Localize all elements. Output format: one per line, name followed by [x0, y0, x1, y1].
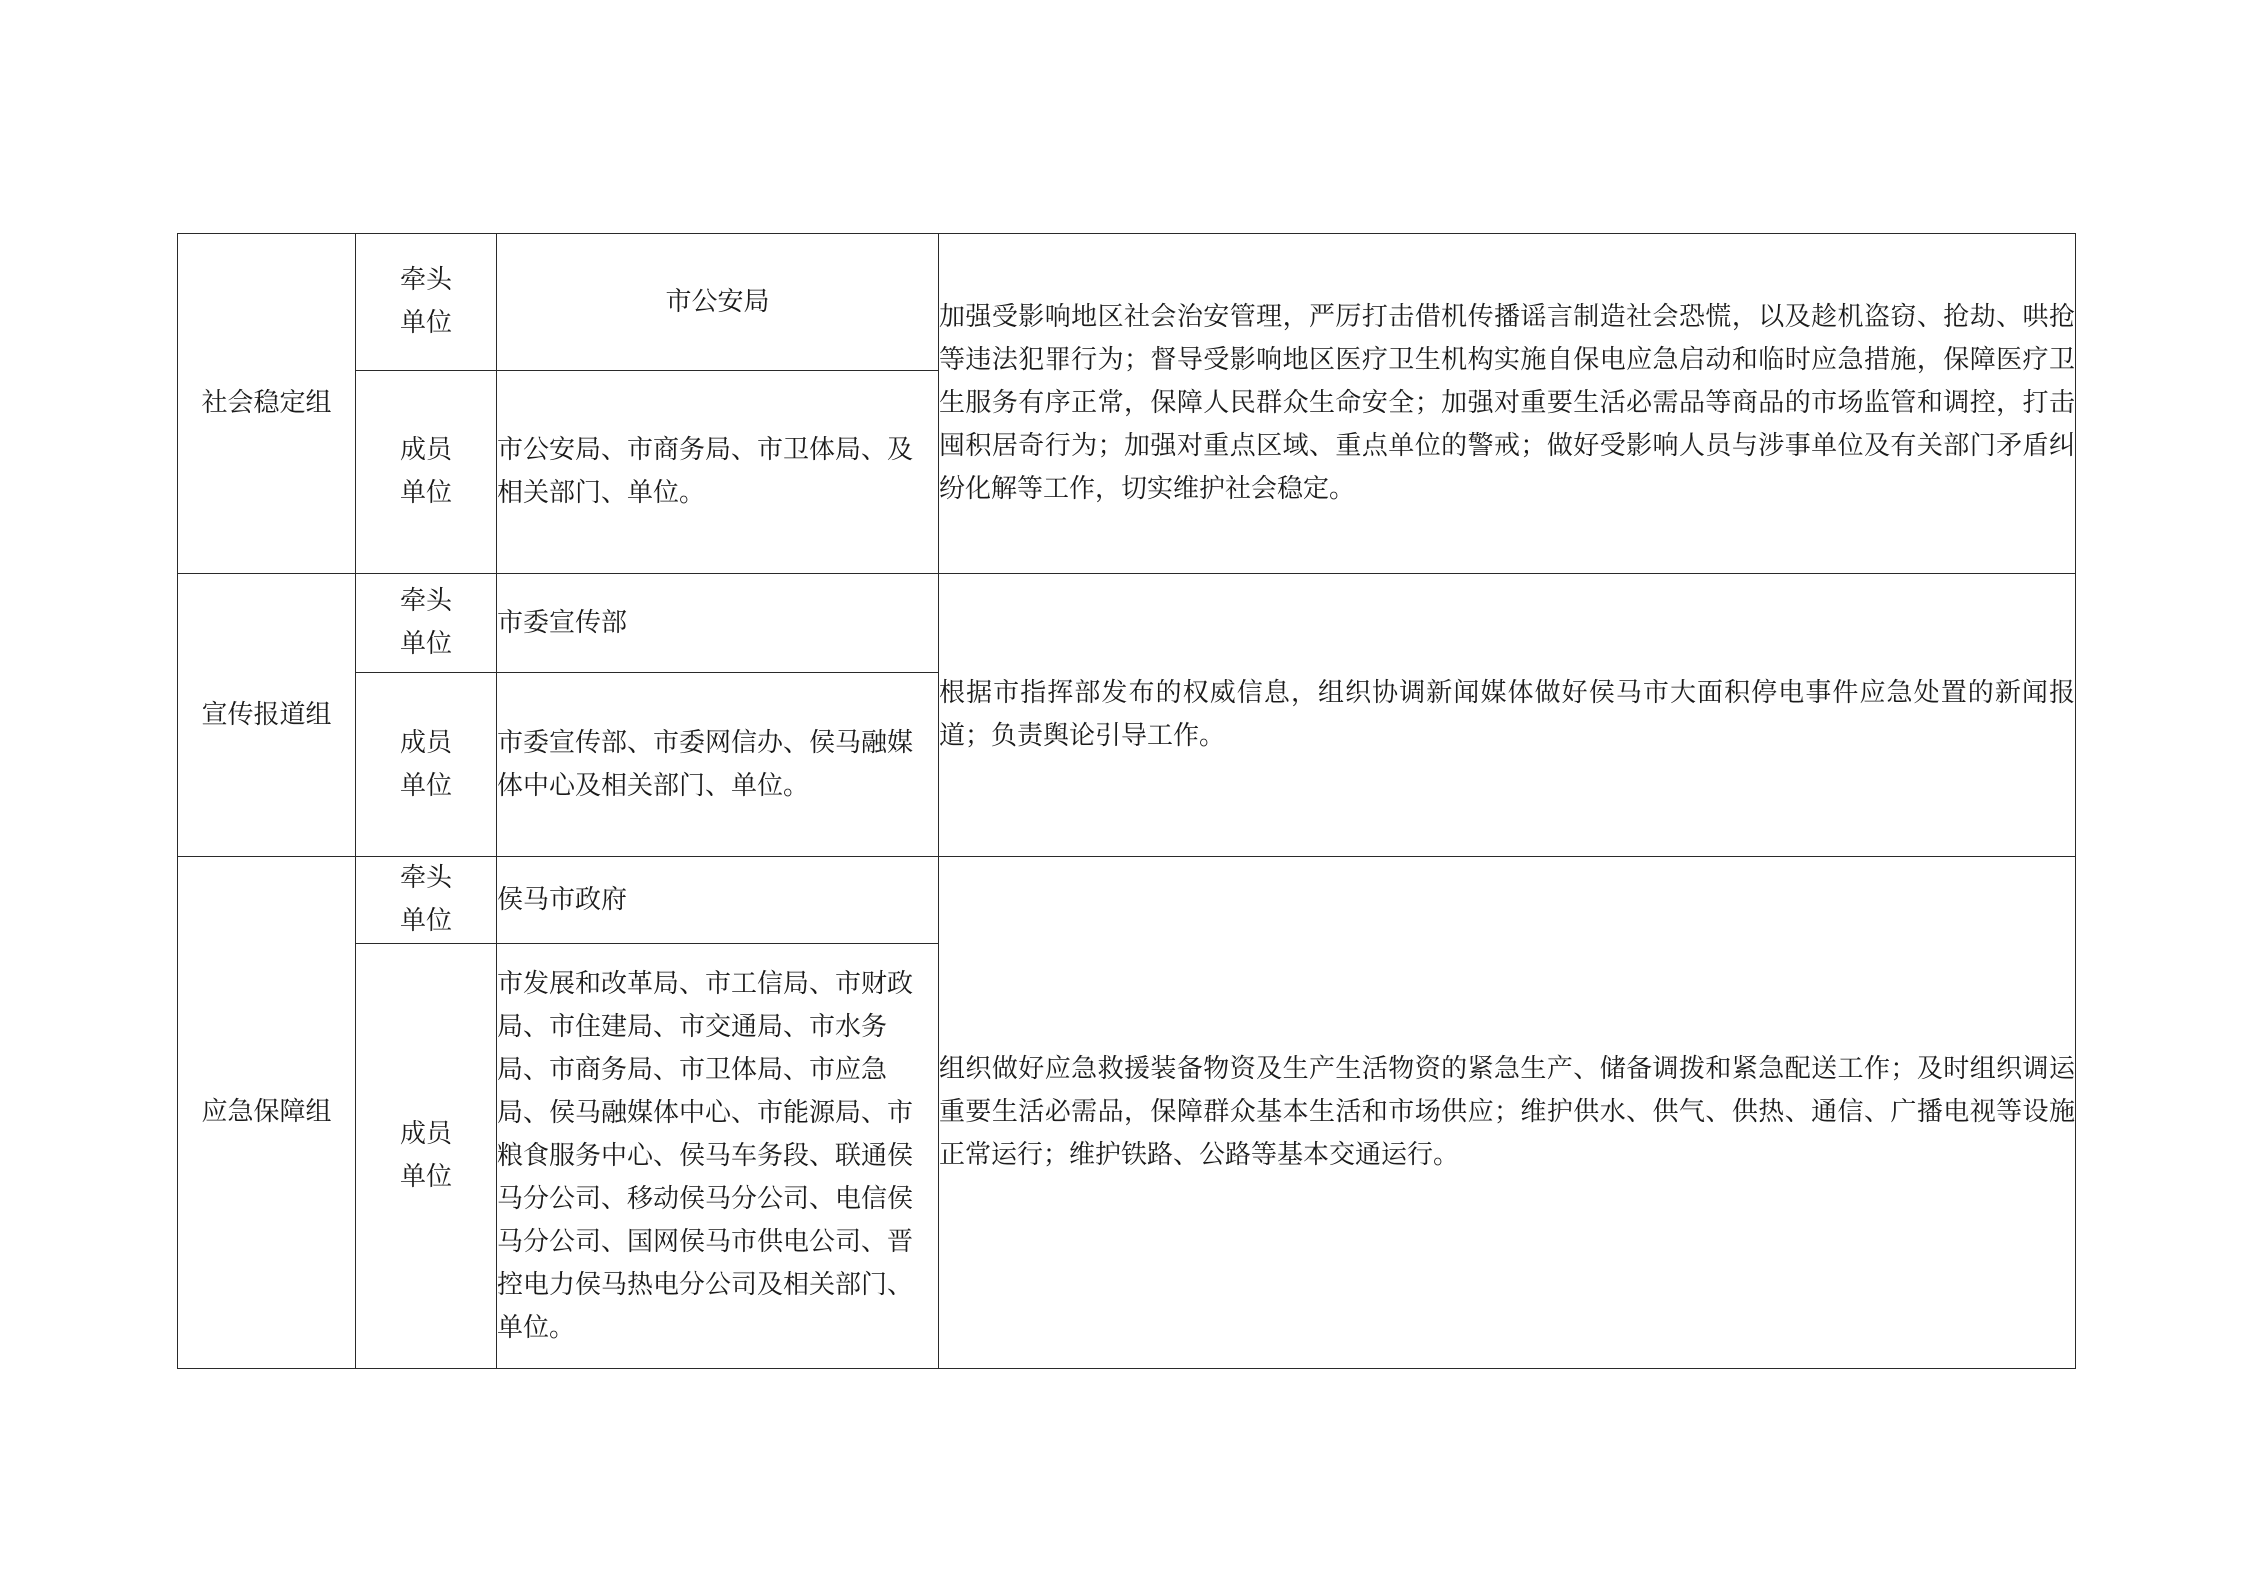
member-units: 市公安局、市商务局、市卫体局、及相关部门、单位。 [497, 371, 939, 574]
group-duties: 根据市指挥部发布的权威信息，组织协调新闻媒体做好侯马市大面积停电事件应急处置的新闻报道；负责舆论引导工作。 [939, 574, 2076, 857]
lead-label: 牵头单位 [399, 265, 452, 338]
lead-label: 牵头单位 [399, 586, 452, 659]
table-row [178, 574, 2076, 673]
member-label: 成员单位 [399, 1119, 452, 1192]
table-row [178, 234, 2076, 371]
lead-unit: 市委宣传部 [497, 574, 939, 673]
member-label: 成员单位 [399, 727, 452, 801]
group-duties: 组织做好应急救援装备物资及生产生活物资的紧急生产、储备调拨和紧急配送工作；及时组织调运重要生活必需品，保障群众基本生活和市场供应；维护供水、供气、供热、通信、广播电视等设施正常运行；维护铁路、公路等基本交通运行。 [939, 857, 2076, 1369]
member-units: 市委宣传部、市委网信办、侯马融媒体中心及相关部门、单位。 [497, 673, 939, 857]
lead-unit: 市公安局 [497, 234, 939, 371]
group-name: 应急保障组 [178, 857, 356, 1369]
task-group-table [177, 233, 2076, 1369]
lead-unit: 侯马市政府 [497, 857, 939, 944]
table-row [178, 857, 2076, 944]
group-duties: 加强受影响地区社会治安管理，严厉打击借机传播谣言制造社会恐慌，以及趁机盗窃、抢劫、哄抢等违法犯罪行为；督导受影响地区医疗卫生机构实施自保电应急启动和临时应急措施，保障医疗卫生服务有序正常，保障人民群众生命安全；加强对重要生活必需品等商品的市场监管和调控，打击囤积居奇行为；加强对重点区域、重点单位的警戒；做好受影响人员与涉事单位及有关部门矛盾纠纷化解等工作，切实维护社会稳定。 [939, 234, 2076, 574]
member-units: 市发展和改革局、市工信局、市财政局、市住建局、市交通局、市水务局、市商务局、市卫体局、市应急局、侯马融媒体中心、市能源局、市粮食服务中心、侯马车务段、联通侯马分公司、移动侯马分公司、电信侯马分公司、国网侯马市供电公司、晋控电力侯马热电分公司及相关部门、单位。 [497, 944, 939, 1369]
member-label: 成员单位 [399, 435, 452, 508]
group-name: 宣传报道组 [178, 574, 356, 857]
lead-label: 牵头单位 [399, 863, 452, 936]
group-name: 社会稳定组 [178, 234, 356, 574]
